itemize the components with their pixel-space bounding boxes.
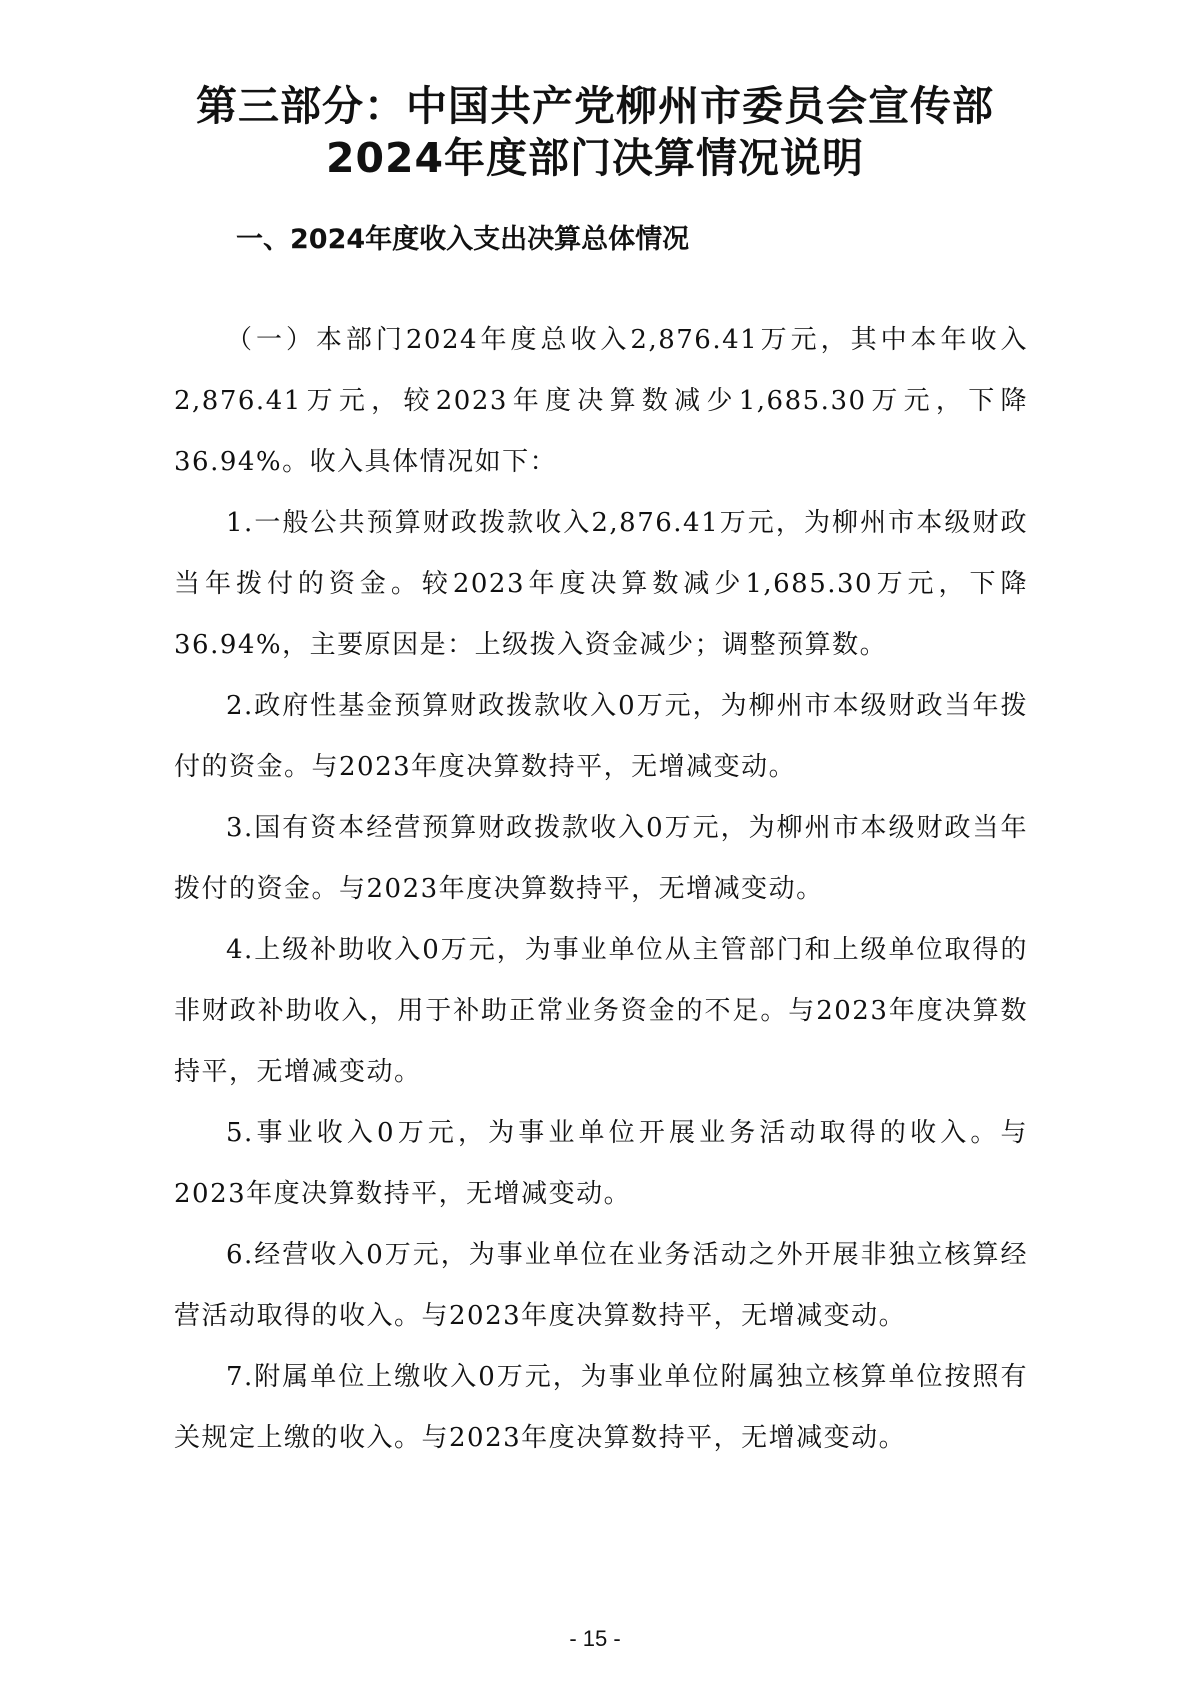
section-heading: 一、2024年度收入支出决算总体情况: [236, 224, 690, 255]
paragraph-superior-subsidy: 4.上级补助收入0万元，为事业单位从主管部门和上级单位取得的非财政补助收入，用于补助正常业务资金的不足。与2023年度决算数持平，无增减变动。: [174, 935, 1028, 1087]
paragraph-general-budget: 1.一般公共预算财政拨款收入2,876.41万元，为柳州市本级财政当年拨付的资金。较2023年度决算数减少1,685.30万元，下降36.94%，主要原因是：上级拨入资金减少；调整预算数。: [174, 508, 1028, 660]
title-line-1: 第三部分：中国共产党柳州市委员会宣传部: [196, 82, 994, 130]
page-number: - 15 -: [569, 1626, 621, 1651]
paragraph-government-fund: 2.政府性基金预算财政拨款收入0万元，为柳州市本级财政当年拨付的资金。与2023年度决算数持平，无增减变动。: [174, 691, 1028, 782]
page-title: [0, 80, 1190, 184]
paragraph-total-income: （一）本部门2024年度总收入2,876.41万元，其中本年收入2,876.41万元，较2023年度决算数减少1,685.30万元，下降36.94%。收入具体情况如下：: [174, 325, 1028, 477]
document-body: [174, 310, 1028, 1469]
title-line-2: 2024年度部门决算情况说明: [325, 134, 865, 182]
paragraph-affiliate-income: 7.附属单位上缴收入0万元，为事业单位附属独立核算单位按照有关规定上缴的收入。与2023年度决算数持平，无增减变动。: [174, 1362, 1028, 1453]
paragraph-business-income: 5.事业收入0万元，为事业单位开展业务活动取得的收入。与2023年度决算数持平，无增减变动。: [174, 1118, 1028, 1209]
paragraph-operating-income: 6.经营收入0万元，为事业单位在业务活动之外开展非独立核算经营活动取得的收入。与2023年度决算数持平，无增减变动。: [174, 1240, 1028, 1331]
paragraph-state-capital: 3.国有资本经营预算财政拨款收入0万元，为柳州市本级财政当年拨付的资金。与2023年度决算数持平，无增减变动。: [174, 813, 1028, 904]
